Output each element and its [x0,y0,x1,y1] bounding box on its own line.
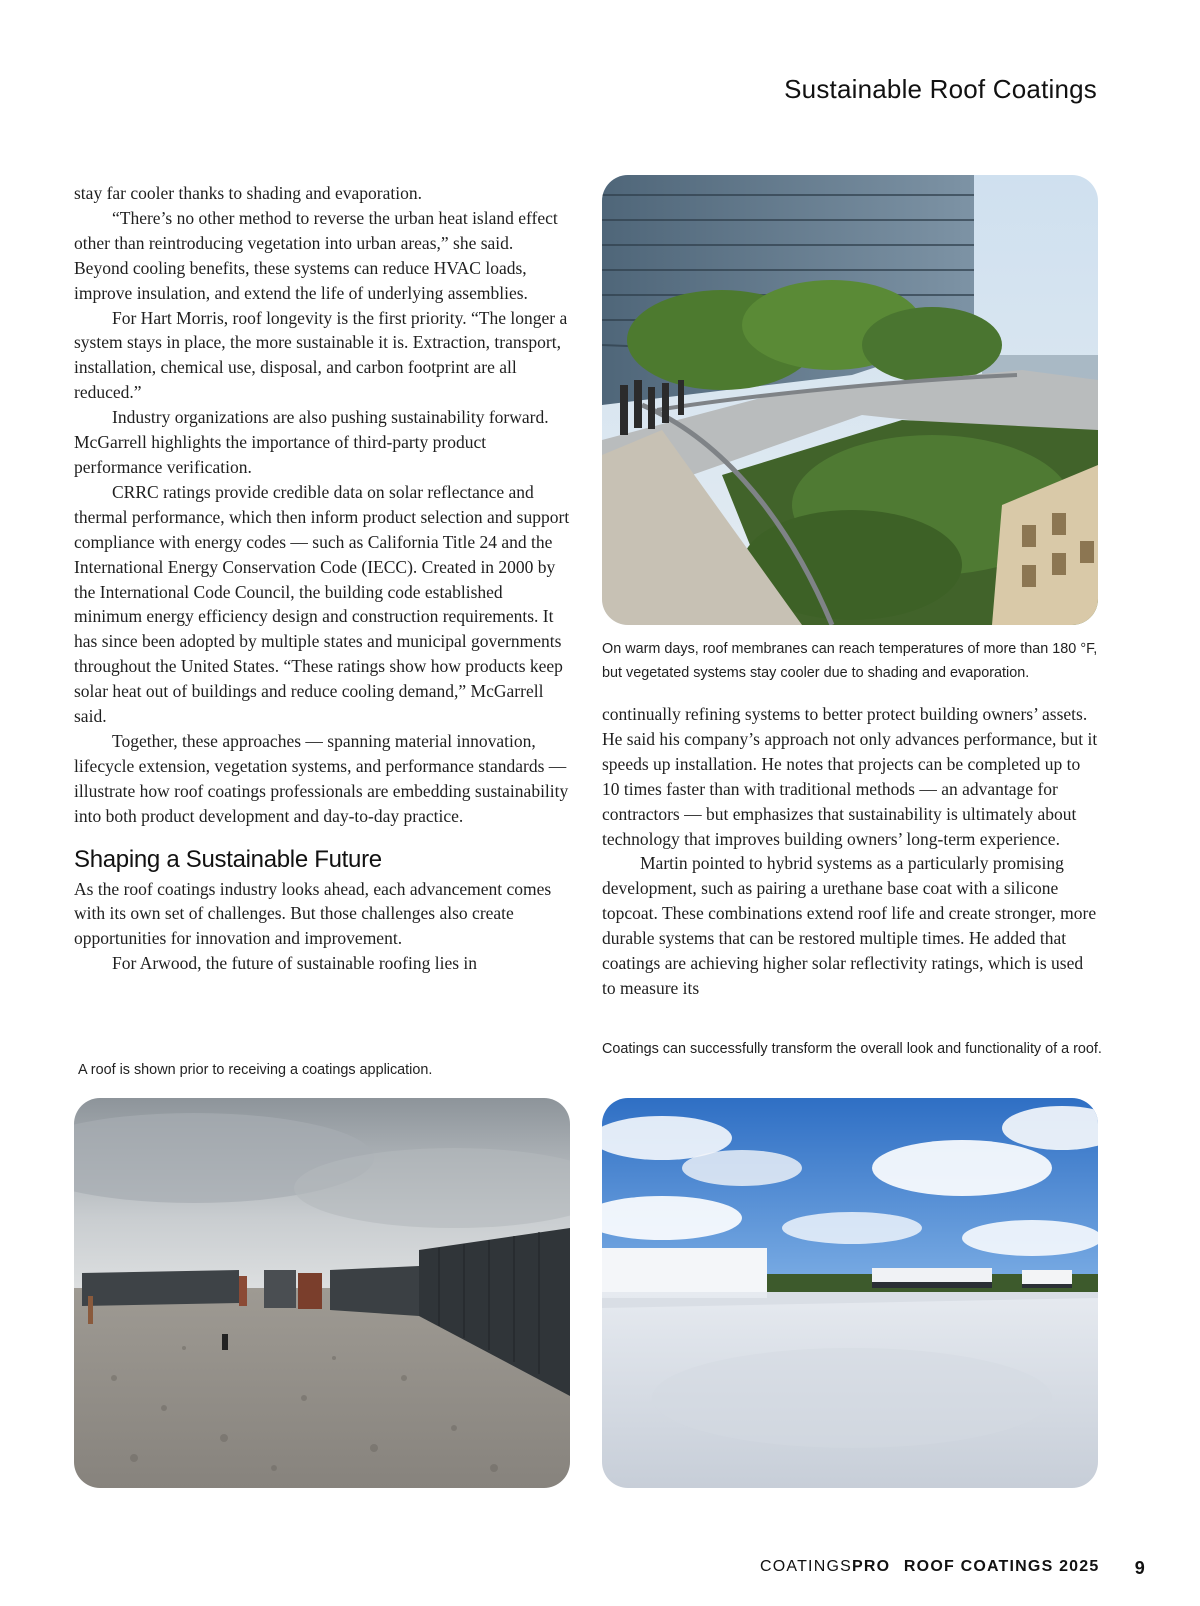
paragraph: For Hart Morris, roof longevity is the first priority. “The longer a system stays in place, the more sustainable it is. Extraction, transport, installation, chemical use, disposal, and carbon footprint are all reduced.” [74,307,568,403]
paragraph: “There’s no other method to reverse the urban heat island effect other than reintroducing vegetation into urban areas,” she said. Beyond cooling benefits, these systems can reduce HVAC loads, improve insulation, and extend the life of underlying assemblies. [74,207,558,303]
coated-roof-photo [602,1098,1098,1488]
paragraph: Together, these approaches — spanning material innovation, lifecycle extension, vegetation systems, and performance standards — illustrate how roof coatings professionals are embedding sustainability into both product development and day-to-day practice. [74,730,569,826]
magazine-brand: COATINGSPRO [760,1558,891,1575]
section-title: Sustainable Roof Coatings [784,74,1097,104]
left-text-column [74,181,570,976]
before-roof-caption: A roof is shown prior to receiving a coatings application. [78,1062,433,1078]
paragraph: For Arwood, the future of sustainable roofing lies in [112,953,478,974]
paragraph: CRRC ratings provide credible data on solar reflectance and thermal performance, which then inform product selection and support compliance with energy codes — such as California Title 24 and the International Energy Conservation Code (IECC). Created in 2000 by the International Code Council, the building code established minimum energy efficiency design and construction requirements. It has since been adopted by multiple states and municipal governments throughout the United States. “These ratings show how products keep solar heat out of buildings and reduce cooling demand,” McGarrell said. [74,481,570,727]
after-roof-caption: Coatings can successfully transform the overall look and functionality of a roof. [602,1041,1102,1057]
right-text-column [602,702,1098,1001]
green-roof-caption: On warm days, roof membranes can reach temperatures of more than 180 °F, but vegetated systems stay cooler due to shading and evaporation. [602,641,1098,681]
page-number: 9 [1134,1558,1146,1578]
subheading: Shaping a Sustainable Future [74,845,382,873]
issue-title: ROOF COATINGS 2025 [903,1558,1100,1575]
page-footer [760,1558,1146,1576]
paragraph: As the roof coatings industry looks ahead, each advancement comes with its own set of challenges. But those challenges also create opportunities for innovation and improvement. [74,878,552,949]
paragraph: stay far cooler thanks to shading and evaporation. [74,183,422,203]
paragraph: Industry organizations are also pushing sustainability forward. McGarrell highlights the importance of third-party product performance verification. [74,407,549,477]
gravel-roof-photo [74,1098,570,1488]
paragraph: Martin pointed to hybrid systems as a particularly promising development, such as pairing a urethane base coat with a silicone topcoat. These combinations extend roof life and create stronger, more durable systems that can be restored multiple times. He added that coatings are achieving higher solar reflectivity ratings, which is used to measure its [602,853,1097,998]
green-roof-photo [602,175,1098,625]
paragraph: continually refining systems to better protect building owners’ assets. He said his company’s approach not only advances performance, but it speeds up installation. He notes that projects can be completed up to 10 times faster than with traditional methods — an advantage for contractors — but emphasizes that sustainability is ultimately about technology that improves building owners’ long-term experience. [602,704,1098,849]
